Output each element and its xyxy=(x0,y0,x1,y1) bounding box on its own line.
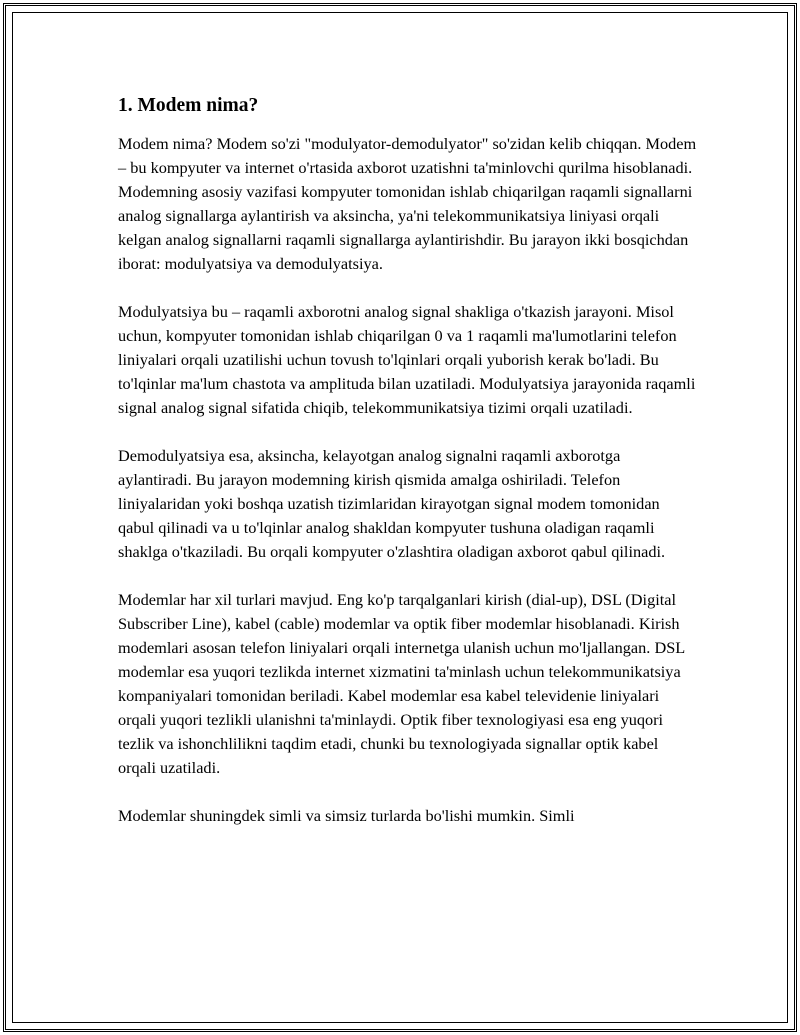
paragraph-wired-wireless: Modemlar shuningdek simli va simsiz turlarda bo'lishi mumkin. Simli xyxy=(118,806,575,825)
section-heading: 1. Modem nima? xyxy=(118,95,259,116)
paragraph-modulation: Modulyatsiya bu – raqamli axborotni analog signal shakliga o'tkazish jarayoni. Misol uchun, kompyuter tomonidan ishlab chiqarilgan 0 va 1 raqamli ma'lumotlarini telefon liniyalari orqali uzatilishi uchun tovush to'lqinlari orqali yuborish kerak bo'ladi. Bu to'lqinlar ma'lum chastota va amplituda bilan uzatiladi. Modulyatsiya jarayonida raqamli signal analog signal sifatida chiqib, telekommunikatsiya tizimi orqali uzatiladi. xyxy=(118,302,696,417)
paragraph-demodulation: Demodulyatsiya esa, aksincha, kelayotgan analog signalni raqamli axborotga aylantiradi. Bu jarayon modemning kirish qismida amalga oshiriladi. Telefon liniyalaridan yoki boshqa uzatish tizimlaridan kirayotgan signal modem tomonidan qabul qilinadi va u to'lqinlar analog shakldan kompyuter tushuna oladigan raqamli shaklga o'tkaziladi. Bu orqali kompyuter o'zlashtira oladigan axborot qabul qilinadi. xyxy=(118,446,666,561)
document-body xyxy=(118,92,698,852)
paragraph-intro: Modem nima? Modem so'zi "modulyator-demodulyator" so'zidan kelib chiqqan. Modem – bu kompyuter va internet o'rtasida axborot uzatishni ta'minlovchi qurilma hisoblanadi. Modemning asosiy vazifasi kompyuter tomonidan ishlab chiqarilgan raqamli signallarni analog signallarga aylantirish va aksincha, ya'ni telekommunikatsiya liniyasi orqali kelgan analog signallarni raqamli signallarga aylantirishdir. Bu jarayon ikki bosqichdan iborat: modulyatsiya va demodulyatsiya. xyxy=(118,134,697,273)
paragraph-modem-types: Modemlar har xil turlari mavjud. Eng ko'p tarqalganlari kirish (dial-up), DSL (Digital Subscriber Line), kabel (cable) modemlar va optik fiber modemlar hisoblanadi. Kirish modemlari asosan telefon liniyalari orqali internetga ulanish uchun mo'ljallangan. DSL modemlar esa yuqori tezlikda internet xizmatini ta'minlash uchun telekommunikatsiya kompaniyalari tomonidan beriladi. Kabel modemlar esa kabel televidenie liniyalari orqali yuqori tezlikli ulanishni ta'minlaydi. Optik fiber texnologiyasi esa eng yuqori tezlik va ishonchlilikni taqdim etadi, chunki bu texnologiyada signallar optik kabel orqali uzatiladi. xyxy=(118,590,685,777)
